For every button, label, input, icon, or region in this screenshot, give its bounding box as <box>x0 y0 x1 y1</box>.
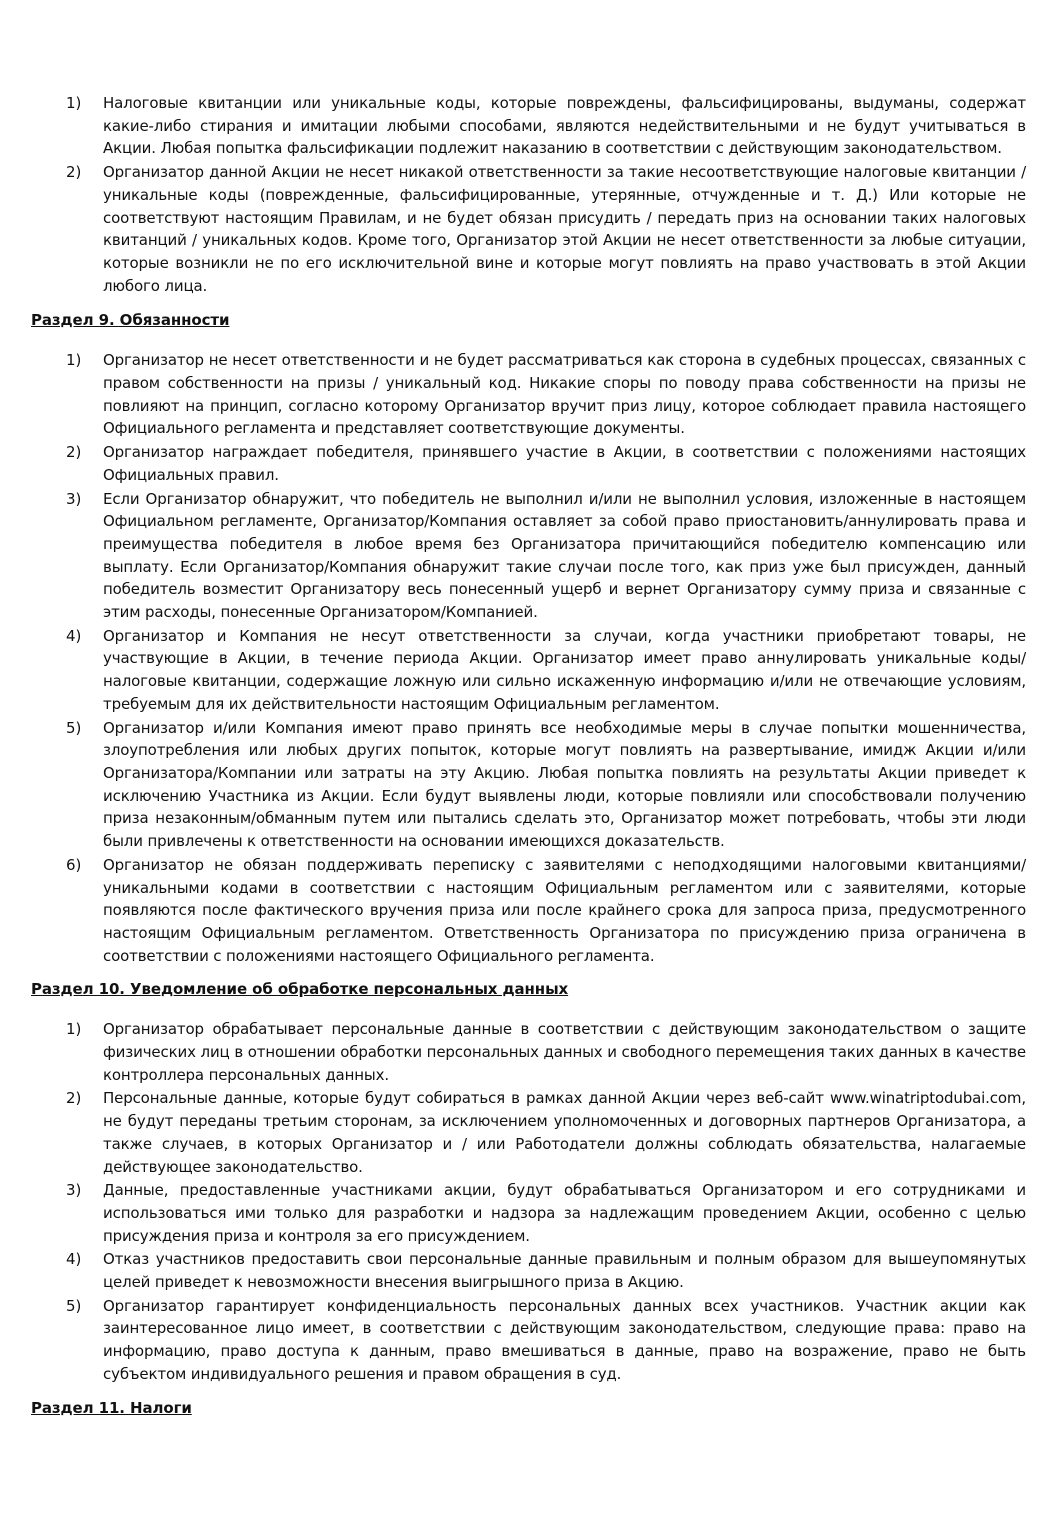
list-item <box>66 92 1026 160</box>
section-10-heading: Раздел 10. Уведомление об обработке персональных данных <box>31 980 569 999</box>
list-item-number: 1) <box>66 1020 82 1039</box>
list-item-text: Организатор и Компания не несут ответственности за случаи, когда участники приобретают товары, не участвующие в Акции, в течение периода Акции. Организатор имеет право аннулировать уникальные коды/налоговые квитанции, содержащие ложную или сильно искаженную информацию и/или не отвечающие условиям, требуемым для их действительности настоящим Официальным регламентом. <box>103 626 1026 713</box>
list-item-number: 2) <box>66 443 82 462</box>
list-item <box>66 1179 1026 1247</box>
list-item-number: 6) <box>66 855 82 874</box>
list-item-text: Организатор награждает победителя, принявшего участие в Акции, в соответствии с положениями настоящих Официальных правил. <box>103 443 1026 484</box>
list-item-text: Данные, предоставленные участниками акции, будут обрабатываться Организатором и его сотрудниками и использоваться ими только для разработки и надзора за надлежащим проведением Акции, особенно с целью присуждения приза и контроля за его присуждением. <box>103 1181 1026 1245</box>
list-item <box>66 625 1026 716</box>
section-10-list <box>66 1018 1026 1385</box>
list-item <box>66 1018 1026 1086</box>
list-item-text: Организатор гарантирует конфиденциальность персональных данных всех участников. Участник акции как заинтересованное лицо имеет, в соответствии с действующим законодательством, следующие права: право на информацию, право доступа к данным, право вмешиваться в данные, право на возражение, право не быть субъектом индивидуального решения и правом обращения в суд. <box>103 1296 1026 1383</box>
list-item-number: 1) <box>66 94 82 112</box>
section-11-heading: Раздел 11. Налоги <box>31 1398 192 1417</box>
list-item-number: 3) <box>66 489 82 508</box>
list-item-text: Персональные данные, которые будут собираться в рамках данной Акции через веб-сайт www.winatriptodubai.com, не будут переданы третьим сторонам, за исключением уполномоченных и договорных партнеров Организатора, а также случаев, в которых Организатор и / или Работодатели должны соблюдать обязательства, налагаемые действующее законодательство. <box>103 1089 1026 1176</box>
list-item-text: Если Организатор обнаружит, что победитель не выполнил и/или не выполнил условия, изложенные в настоящем Официальном регламенте, Организатор/Компания оставляет за собой право приостановить/аннулировать права и преимущества победителя в любое время без Организатора причитающийся победителю компенсацию или выплату. Если Организатор/Компания обнаружит такие случаи после того, как приз уже был присужден, данный победитель возместит Организатору весь понесенный ущерб и вернет Организатору сумму приза и связанные с этим расходы, понесенные Организатором/Компанией. <box>103 489 1026 622</box>
list-item-number: 1) <box>66 351 82 370</box>
list-item-number: 2) <box>66 163 82 182</box>
list-item-number: 5) <box>66 1296 82 1315</box>
list-item-text: Организатор и/или Компания имеют право принять все необходимые меры в случае попытки мошенничества, злоупотребления или любых других попыток, которые могут повлиять на развертывание, имидж Акции и/или Организатора/Компании или затраты на эту Акцию. Любая попытка повлиять на результаты Акции приведет к исключению Участника из Акции. Если будут выявлены люди, которые повлияли или способствовали получению приза незаконным/обманным путем или пытались сделать это, Организатор может потребовать, чтобы эти люди были привлечены к ответственности на основании имеющихся доказательств. <box>103 718 1026 851</box>
list-item <box>66 1295 1026 1386</box>
list-item-text: Организатор данной Акции не несет никакой ответственности за такие несоответствующие налоговые квитанции / уникальные коды (поврежденные, фальсифицированные, утерянные, отчужденные и т. Д.) Или которые не соответствуют настоящим Правилам, и не будет обязан присудить / передать приз на основании таких налоговых квитанций / уникальных кодов. Кроме того, Организатор этой Акции не несет ответственности за любые ситуации, которые возникли не по его исключительной вине и которые могут повлиять на право участвовать в этой Акции любого лица. <box>103 163 1026 295</box>
list-item-text: Налоговые квитанции или уникальные коды, которые повреждены, фальсифицированы, выдуманы, содержат какие-либо стирания и имитации любыми способами, являются недействительными и не будут учитываться в Акции. Любая попытка фальсификации подлежит наказанию в соответствии с действующим законодательством. <box>103 94 1026 158</box>
list-item <box>66 854 1026 968</box>
list-item <box>66 349 1026 440</box>
section-9-list <box>66 349 1026 967</box>
list-item <box>66 161 1026 297</box>
list-item-number: 5) <box>66 718 82 737</box>
list-item-text: Отказ участников предоставить свои персональные данные правильным и полным образом для вышеупомянутых целей приведет к невозможности внесения выигрышного приза в Акцию. <box>103 1250 1026 1292</box>
list-item <box>66 1248 1026 1293</box>
list-item <box>66 1087 1026 1178</box>
list-item-text: Организатор не обязан поддерживать переписку с заявителями с неподходящими налоговыми квитанциями/уникальными кодами в соответствии с настоящим Официальным регламентом или с заявителями, которые появляются после фактического вручения приза или после крайнего срока для запроса приза, предусмотренного настоящим Официальным регламентом. Ответственность Организатора по присуждению приза ограничена в соответствии с положениями настоящего Официального регламента. <box>103 855 1026 965</box>
list-item-text: Организатор обрабатывает персональные данные в соответствии с действующим законодательством о защите физических лиц в отношении обработки персональных данных и свободного перемещения таких данных в качестве контроллера персональных данных. <box>103 1020 1026 1084</box>
list-item-number: 3) <box>66 1181 82 1200</box>
list-item <box>66 488 1026 624</box>
list-item <box>66 441 1026 486</box>
section-9-heading: Раздел 9. Обязанности <box>31 311 230 330</box>
list-item-number: 2) <box>66 1089 82 1108</box>
list-item-text: Организатор не несет ответственности и не будет рассматриваться как сторона в судебных процессах, связанных с правом собственности на призы / уникальный код. Никакие споры по поводу права собственности на призы не повлияют на принцип, согласно которому Организатор вручит приз лицу, которое соблюдает правила настоящего Официального регламента и представляет соответствующие документы. <box>103 351 1026 438</box>
list-item-number: 4) <box>66 1250 82 1269</box>
list-item <box>66 717 1026 853</box>
list-item-number: 4) <box>66 626 82 645</box>
continued-list <box>66 92 1026 297</box>
